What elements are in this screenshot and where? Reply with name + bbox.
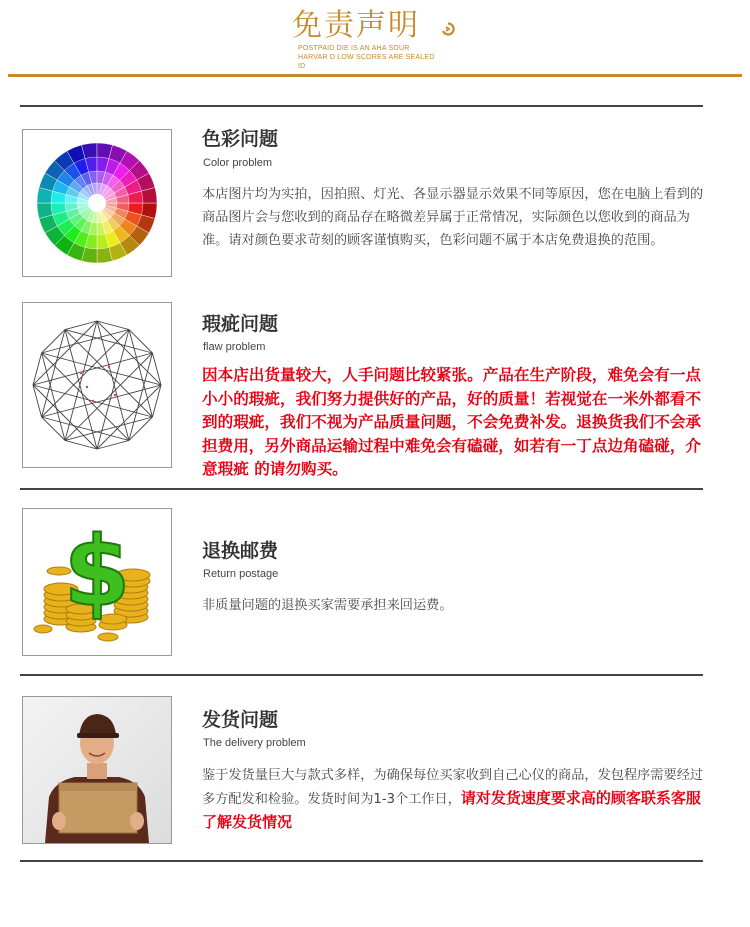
header-divider [8,74,742,77]
section-subtitle: Return postage [203,568,279,580]
color-wheel-icon [23,130,171,276]
section-body: 本店图片均为实拍，因拍照、灯光、各显示器显示效果不同等原因，您在电脑上看到的商品图片会与您收到的商品存在略微差异属于正常情况，实际颜色以您收到的商品为准。请对颜色要求苛刻的顾客谨慎购买，色彩问题不属于本店免费退换的范围。 [202,187,704,248]
divider [20,105,703,107]
section-body [202,764,707,835]
page-title: 免责声明 [292,8,420,43]
section-title: 发货问题 [202,709,279,731]
delivery-man-icon [23,697,171,843]
section-body-text: 鉴于发货量巨大与款式多样，为确保每位买家收到自己心仪的商品，发包程序需要经过多方配发和检验。发货时间为1-3个工作日， [202,768,704,807]
section-title: 色彩问题 [202,128,279,150]
diamond-image [22,302,172,468]
section-title: 退换邮费 [202,540,279,562]
dollar-coins-image [22,508,172,656]
diamond-icon [23,303,171,467]
svg-text:$: $ [63,516,131,628]
header [0,0,750,80]
section-body-warning: 因本店出货量较大，人手问题比较紧张。产品在生产阶段，难免会有一点小小的瑕疵，我们努力提供好的产品，好的质量！若视觉在一米外都看不到的瑕疵，我们不视为产品质量问题，不会免费补发。退换货我们不会承担费用，另外商品运输过程中难免会有磕碰，如若有一丁点边角磕碰，介意瑕疵 的请勿购买。 [202,366,702,478]
divider [20,674,703,676]
dollar-coins-icon [23,509,171,655]
section-body-warning: 请对发货速度要求高的顾客联系客服了解发货情况 [202,789,701,831]
page-subtitle: POSTPAID DIE IS AN AHA SOUR HARVAR D LOW SCORES ARE SEALED ID [298,45,435,70]
divider [20,860,703,862]
section-body: 非质量问题的退换买家需要承担来回运费。 [202,598,453,613]
delivery-man-image [22,696,172,844]
arrow-circle-icon [441,22,455,36]
color-wheel-image [22,129,172,277]
section-subtitle: flaw problem [203,341,266,353]
section-subtitle: The delivery problem [203,737,306,749]
section-subtitle: Color problem [203,157,273,169]
section-title: 瑕疵问题 [202,313,279,335]
divider [20,488,703,490]
